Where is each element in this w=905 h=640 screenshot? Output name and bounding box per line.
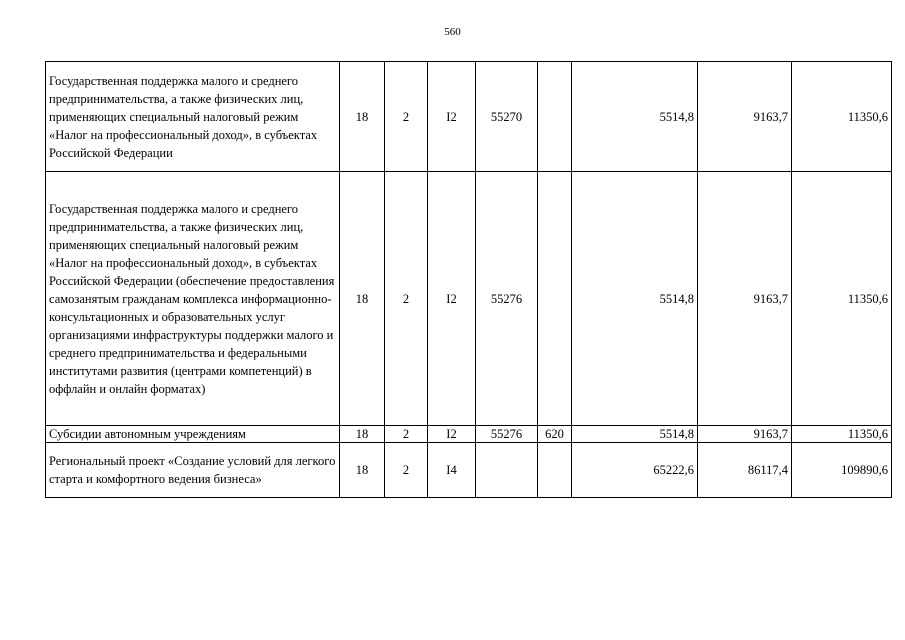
- table-row: [46, 172, 892, 426]
- amount-year-1: 5514,8: [572, 426, 698, 443]
- row-name: Государственная поддержка малого и среднего предпринимательства, а также физических лиц, применяющих специальный налоговый режим «Налог на профессиональный доход», в субъектах Российской Федерации (обеспечение предоставления самозанятым гражданам комплекса информационно-консультационных и образовательных услуг организациями инфраструктуры поддержки малого и среднего предпринимательства и федеральными институтами развития (центрами компетенций) в оффлайн и онлайн форматах): [46, 172, 340, 426]
- amount-year-2: 9163,7: [698, 62, 792, 172]
- code-direction: 55276: [476, 172, 538, 426]
- amount-year-2: 9163,7: [698, 172, 792, 426]
- amount-year-3: 11350,6: [792, 172, 892, 426]
- table-row: [46, 426, 892, 443]
- code-direction: 55276: [476, 426, 538, 443]
- code-ministry: 18: [340, 443, 385, 498]
- row-name: Региональный проект «Создание условий для легкого старта и комфортного ведения бизнеса»: [46, 443, 340, 498]
- amount-year-1: 5514,8: [572, 172, 698, 426]
- row-name: Субсидии автономным учреждениям: [46, 426, 340, 443]
- code-ministry: 18: [340, 426, 385, 443]
- code-expense-type: [538, 172, 572, 426]
- table-row: [46, 443, 892, 498]
- code-ministry: 18: [340, 62, 385, 172]
- amount-year-3: 11350,6: [792, 62, 892, 172]
- amount-year-2: 9163,7: [698, 426, 792, 443]
- code-expense-type: 620: [538, 426, 572, 443]
- budget-table: [45, 61, 892, 498]
- table-row: [46, 62, 892, 172]
- code-ministry: 18: [340, 172, 385, 426]
- row-name: Государственная поддержка малого и среднего предпринимательства, а также физических лиц, применяющих специальный налоговый режим «Налог на профессиональный доход», в субъектах Российской Федерации: [46, 62, 340, 172]
- page-number: 560: [444, 26, 461, 38]
- code-project: I2: [428, 62, 476, 172]
- amount-year-1: 5514,8: [572, 62, 698, 172]
- code-direction: 55270: [476, 62, 538, 172]
- code-expense-type: [538, 443, 572, 498]
- code-program: 2: [385, 443, 428, 498]
- code-project: I4: [428, 443, 476, 498]
- code-program: 2: [385, 172, 428, 426]
- code-direction: [476, 443, 538, 498]
- code-program: 2: [385, 426, 428, 443]
- amount-year-1: 65222,6: [572, 443, 698, 498]
- code-project: I2: [428, 426, 476, 443]
- code-expense-type: [538, 62, 572, 172]
- amount-year-3: 109890,6: [792, 443, 892, 498]
- code-project: I2: [428, 172, 476, 426]
- amount-year-2: 86117,4: [698, 443, 792, 498]
- amount-year-3: 11350,6: [792, 426, 892, 443]
- code-program: 2: [385, 62, 428, 172]
